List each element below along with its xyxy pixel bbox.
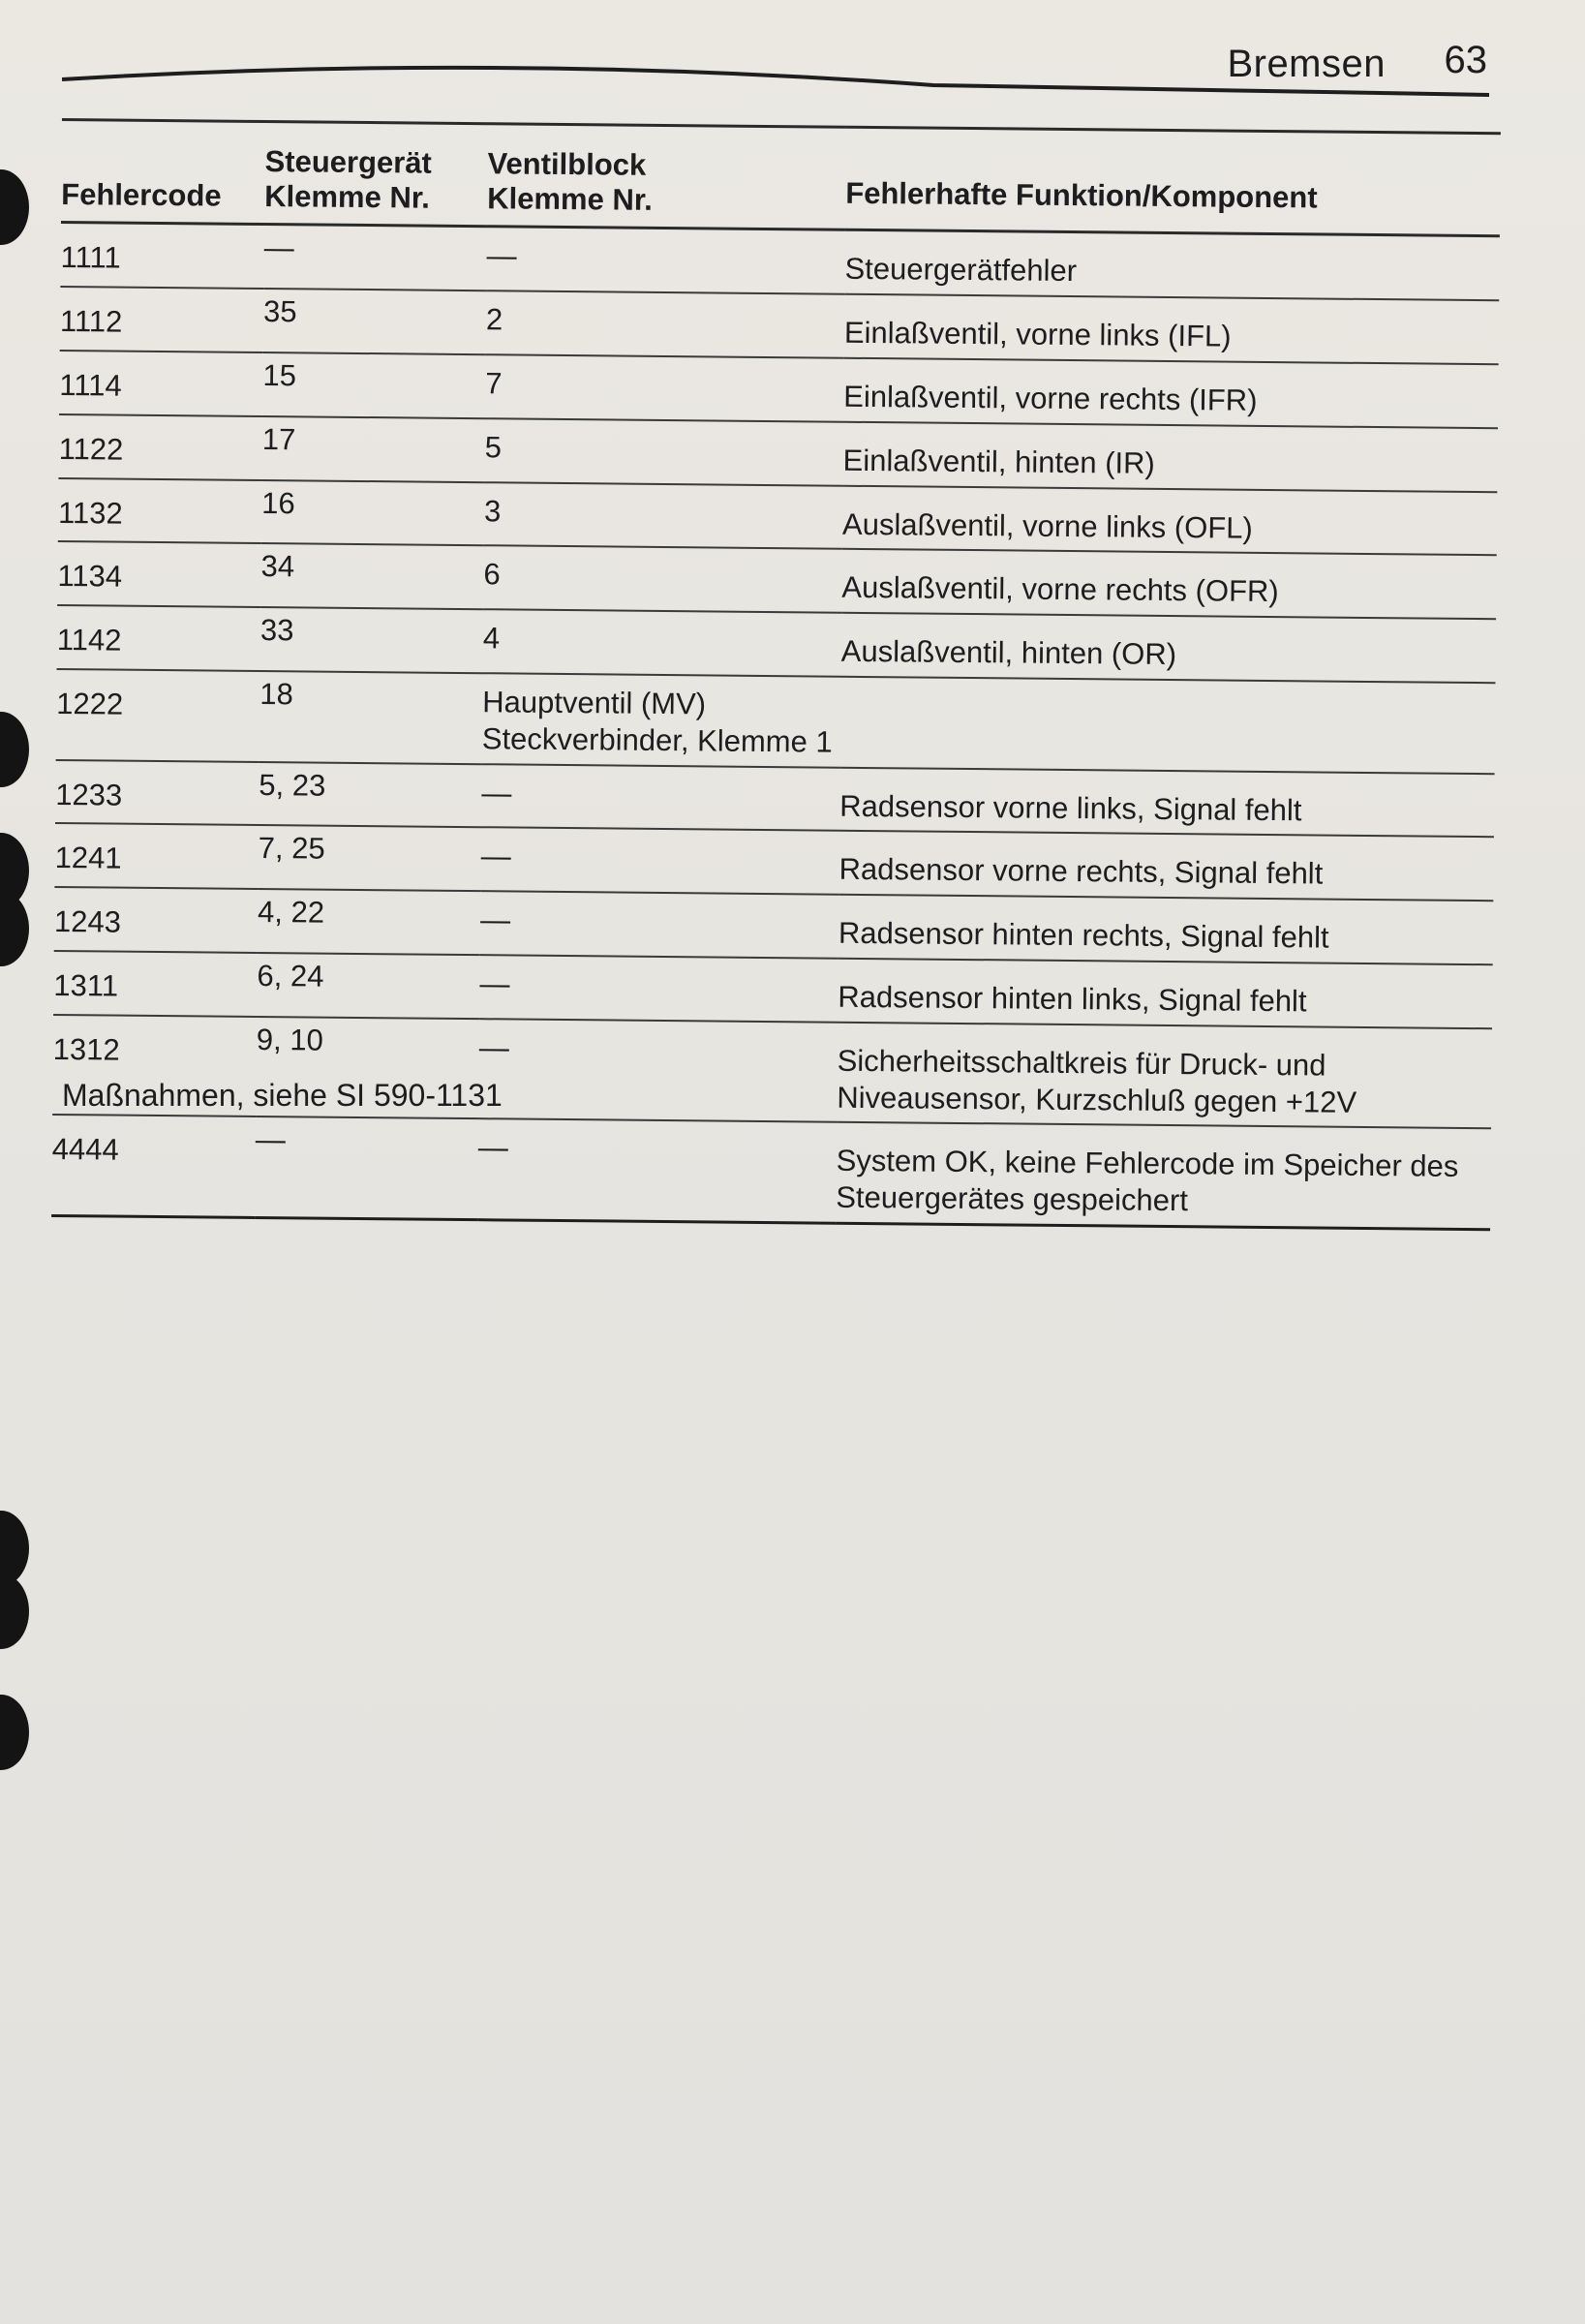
cell-funktion: Auslaßventil, vorne links (OFL) bbox=[842, 485, 1498, 555]
punch-hole bbox=[0, 712, 29, 787]
cell-ventilblock-klemme: — bbox=[477, 1119, 837, 1224]
column-header-line: Fehlercode bbox=[61, 176, 222, 213]
punch-hole bbox=[0, 891, 29, 966]
cell-funktion: Radsensor hinten rechts, Signal fehlt bbox=[838, 895, 1494, 964]
cell-steuergeraet-klemme: 16 bbox=[261, 480, 485, 546]
cell-ventilblock-klemme: — bbox=[481, 764, 840, 831]
cell-steuergeraet-klemme: 18 bbox=[259, 671, 483, 764]
cell-funktion: Radsensor hinten links, Signal fehlt bbox=[838, 959, 1493, 1028]
cell-steuergeraet-klemme: 35 bbox=[263, 289, 487, 354]
cell-funktion: Einlaßventil, hinten (IR) bbox=[842, 421, 1498, 491]
cell-ventilblock-klemme: — bbox=[480, 891, 839, 958]
cell-funktion: Auslaßventil, vorne rechts (OFR) bbox=[841, 549, 1497, 619]
cell-steuergeraet-klemme: 7, 25 bbox=[258, 825, 481, 891]
punch-hole bbox=[0, 1574, 29, 1649]
cell-funktion: Einlaßventil, vorne rechts (IFR) bbox=[843, 358, 1499, 428]
cell-ventilblock-klemme: 2 bbox=[486, 290, 845, 357]
cell-funktion: Auslaßventil, hinten (OR) bbox=[841, 613, 1497, 683]
column-header-line: Klemme Nr. bbox=[264, 178, 430, 215]
cell-ventilblock-klemme: — bbox=[478, 1019, 838, 1122]
cell-fehlercode: 1134 bbox=[57, 541, 261, 607]
cell-funktion: System OK, keine Fehlercode im Speicher des Steuergerätes gespeichert bbox=[836, 1122, 1491, 1230]
cell-steuergeraet-klemme: 9, 10 bbox=[256, 1017, 479, 1119]
cell-funktion: Sicherheitsschaltkreis für Druck- und Niveausensor, Kurzschluß gegen +12V bbox=[837, 1023, 1492, 1129]
column-header-line: Klemme Nr. bbox=[487, 180, 653, 217]
cell-steuergeraet-klemme: 5, 23 bbox=[259, 762, 482, 828]
cell-fehlercode: 1114 bbox=[59, 351, 263, 416]
cell-fehlercode: 1233 bbox=[55, 760, 259, 826]
cell-funktion bbox=[840, 677, 1496, 774]
cell-ventilblock-klemme: 6 bbox=[483, 546, 842, 613]
cell-fehlercode: 1111 bbox=[60, 223, 264, 289]
column-header-ventilblock bbox=[487, 124, 846, 230]
column-header-line: Ventilblock bbox=[487, 146, 647, 182]
column-header-fehlercode bbox=[61, 119, 265, 224]
cell-fehlercode: 1142 bbox=[57, 605, 261, 671]
cell-steuergeraet-klemme: 15 bbox=[262, 352, 486, 418]
column-header-line: Fehlerhafte Funktion/Komponent bbox=[845, 175, 1318, 215]
cell-funktion: Radsensor vorne rechts, Signal fehlt bbox=[838, 831, 1494, 901]
cell-fehlercode: 1132 bbox=[58, 478, 262, 544]
cell-ventilblock-klemme: 4 bbox=[483, 609, 842, 676]
page-number: 63 bbox=[1444, 39, 1487, 81]
cell-ventilblock-klemme: Hauptventil (MV) Steckverbinder, Klemme 1 bbox=[482, 673, 841, 767]
cell-funktion: Radsensor vorne links, Signal fehlt bbox=[839, 767, 1495, 837]
cell-steuergeraet-klemme: 33 bbox=[260, 607, 484, 673]
punch-hole bbox=[0, 169, 29, 245]
table-row bbox=[51, 1115, 1491, 1229]
column-header-line: Steuergerät bbox=[264, 144, 433, 180]
cell-fehlercode: 1312 bbox=[52, 1015, 257, 1117]
cell-fehlercode: 4444 bbox=[51, 1115, 256, 1217]
fault-code-table bbox=[51, 118, 1501, 1231]
cell-steuergeraet-klemme: — bbox=[263, 225, 487, 291]
cell-fehlercode: 1222 bbox=[56, 669, 260, 762]
cell-steuergeraet-klemme: 34 bbox=[260, 543, 484, 609]
cell-fehlercode: 1112 bbox=[60, 287, 264, 352]
cell-ventilblock-klemme: 5 bbox=[484, 418, 843, 485]
cell-ventilblock-klemme: — bbox=[480, 828, 839, 895]
punch-hole bbox=[0, 1695, 29, 1770]
cell-ventilblock-klemme: — bbox=[479, 955, 838, 1022]
cell-fehlercode: 1243 bbox=[54, 887, 259, 953]
footer-note: Maßnahmen, siehe SI 590-1131 bbox=[62, 1078, 503, 1113]
cell-ventilblock-klemme: 3 bbox=[484, 482, 843, 549]
cell-fehlercode: 1122 bbox=[58, 414, 262, 480]
cell-steuergeraet-klemme: 6, 24 bbox=[257, 953, 480, 1019]
column-header-steuergeraet bbox=[264, 122, 488, 227]
cell-fehlercode: 1311 bbox=[53, 951, 258, 1017]
column-header-funktion bbox=[845, 127, 1501, 236]
cell-ventilblock-klemme: 7 bbox=[485, 354, 844, 421]
table-row bbox=[56, 669, 1496, 774]
cell-funktion: Steuergerätfehler bbox=[844, 230, 1500, 301]
cell-ventilblock-klemme: — bbox=[486, 227, 845, 294]
cell-steuergeraet-klemme: 17 bbox=[261, 416, 485, 482]
cell-funktion: Einlaßventil, vorne links (IFL) bbox=[844, 294, 1500, 364]
cell-fehlercode: 1241 bbox=[54, 823, 259, 889]
cell-steuergeraet-klemme: 4, 22 bbox=[258, 889, 481, 955]
table-header-row bbox=[61, 119, 1501, 236]
section-title: Bremsen bbox=[1227, 43, 1386, 85]
cell-steuergeraet-klemme: — bbox=[255, 1116, 478, 1219]
